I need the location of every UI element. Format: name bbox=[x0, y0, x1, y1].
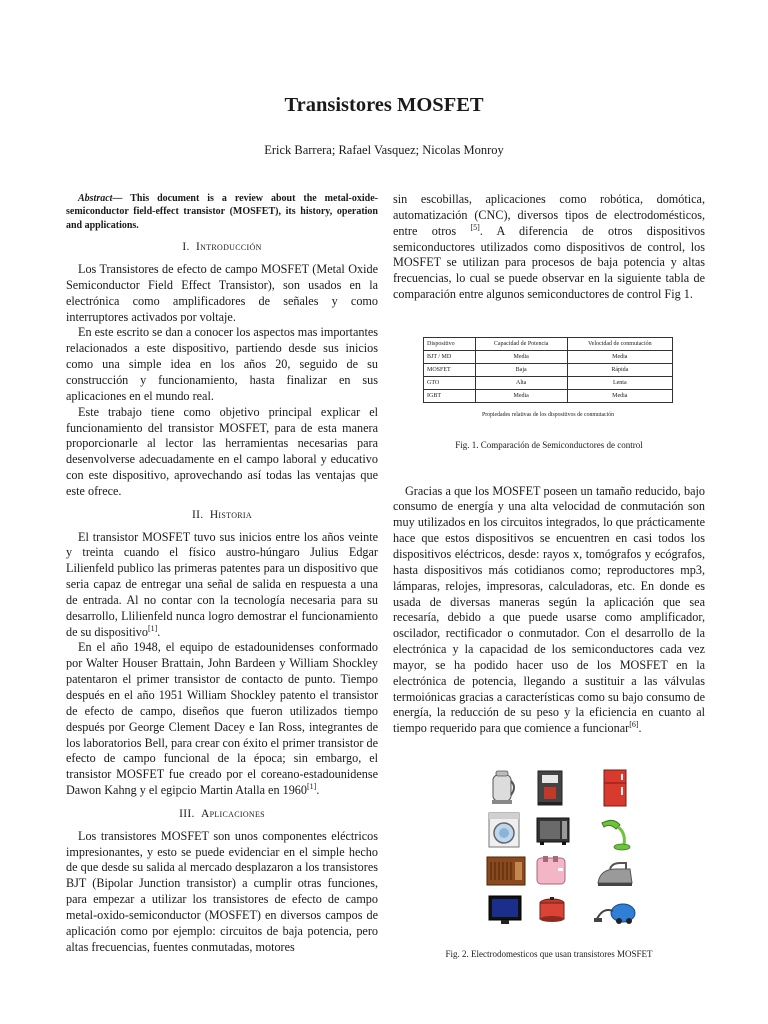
paragraph-historia-1 bbox=[66, 530, 378, 641]
table-cell: Alta bbox=[475, 376, 567, 389]
paragraph-text: El transistor MOSFET tuvo sus inicios entre los años veinte y treinta cuando el físico austro-húngaro Julius Edgar Lilienfeld publico las primeras patentes para un dispositivo que seria capaz de entregar una señal de salida en respuesta a una de entrada. Al no contar con la tecnología necesaria para su desarrollo, Llilienfeld nunca logro demostrar el funcionamiento de su dispositivo bbox=[66, 529, 378, 639]
paragraph-aplicaciones-1: Los transistores MOSFET son unos componentes eléctricos impresionantes, y esto se puede evidenciar en el simple hecho de que desde su salida al mercado desplazaron a los transistores BJT (Bipolar Junction transistor) a cumplir otras funciones, para empezar a utilizar los transistores de efecto de campo metal-oxido-semiconductor (MOSFET) en diversos campos de aplicación como por ejemplo: circuitos de baja potencia, pero altas frecuencias, fuentes conmutadas, motores bbox=[66, 828, 378, 954]
washing-machine-icon bbox=[488, 812, 520, 848]
table-header: Dispositivo bbox=[424, 337, 476, 350]
iron-icon bbox=[596, 861, 634, 887]
citation: [5] bbox=[470, 222, 480, 232]
figure-2-caption: Fig. 2. Electrodomesticos que usan transistores MOSFET bbox=[445, 949, 653, 960]
cooking-pot-icon bbox=[536, 893, 568, 925]
abstract-label: Abstract— bbox=[78, 193, 123, 204]
section-heading-historia bbox=[66, 508, 378, 524]
paragraph-end: . bbox=[157, 624, 161, 639]
paragraph-aplicaciones-2 bbox=[393, 484, 705, 738]
table-cell: Media bbox=[475, 389, 567, 402]
paragraph-text: Gracias a que los MOSFET poseen un tamaño reducido, bajo consumo de energía y una alta velocidad de conmutación son muy utilizados en los circuitos integrados, lo que prácticamente hace que estos dispositivos se encuentren en casi todos los dispositivos eléctricos, desde: rayos x, tomógrafos y ecógrafos, hasta dispositivos más cotidianos como; reproductores mp3, lámparas, relojes, impresoras, calculadoras, etc. En donde es usada de diversas maneras según la aplicación que sea recesaría, debido a que puede usarse como amplificador, oscilador, rectificador o conmutador. Con el desarrollo de la electrónica y la capacidad de los semiconductores cada vez mayor, se ha podido hacer uso de los MOSFET en la electrónica de potencia, llegando a sustituir a las válvulas termoiónicas gracias a características como su bajo consumo de energía, la reducción de su peso y la eficiencia en cuanto al tiempo requerido para que comience a funcionar bbox=[393, 483, 705, 736]
table-cell: IGBT bbox=[424, 389, 476, 402]
table-cell: Media bbox=[567, 389, 672, 402]
paragraph-intro-2: En este escrito se dan a conocer los aspectos mas importantes relacionados a este dispositivo, partiendo desde sus inicios como una simple idea en los años 20, seguido de su construcción y funcionamiento, hasta finalizar en sus aplicaciones en el mundo real. bbox=[66, 325, 378, 403]
table-cell: Lenta bbox=[567, 376, 672, 389]
abstract bbox=[66, 192, 378, 232]
paragraph-text: En el año 1948, el equipo de estadounidenses conformado por Walter Houser Brattain, John Bardeen y William Shockley patentaron el primer transistor de contacto de punto. Tiempo después en el año 1951 William Shockley patento el transistor de efecto de campo, diseños que fueron utilizados tiempo después por George Clement Dacey e Ian Ross, integrantes de los laboratorios Bell, para crear con éxito el primer transistor de efecto de campo funcional de la época; sin embargo, el transistor MOSFET fue creado por el coreano-estadounidense Dawon Kahng y el egipcio Martin Atalla en 1960 bbox=[66, 640, 378, 798]
section-heading-aplicaciones bbox=[66, 807, 378, 823]
right-column bbox=[393, 192, 705, 963]
section-number: III. bbox=[179, 807, 195, 820]
citation: [6] bbox=[629, 720, 639, 730]
table-cell: Baja bbox=[475, 363, 567, 376]
left-column bbox=[66, 192, 378, 956]
paragraph-aplicaciones-1-continued bbox=[393, 192, 705, 303]
television-icon bbox=[488, 895, 522, 925]
section-title: Historia bbox=[209, 508, 252, 521]
table-cell: Media bbox=[475, 350, 567, 363]
vacuum-cleaner-icon bbox=[593, 897, 637, 925]
table-cell: Media bbox=[567, 350, 672, 363]
section-number: I. bbox=[182, 241, 190, 254]
paragraph-end: . bbox=[638, 721, 642, 736]
comparison-table bbox=[423, 337, 673, 403]
table-header: Velocidad de conmutación bbox=[567, 337, 672, 350]
table-header: Capacidad de Potencia bbox=[475, 337, 567, 350]
paragraph-text: sin escobillas, aplicaciones como robótica, domótica, automatización (CNC), diversos tipos de electrodomésticos, entre otros bbox=[393, 192, 705, 238]
abstract-text: This document is a review about the metal-oxide-semiconductor field-effect transistor (MOSFET), its history, operation and applications. bbox=[66, 193, 378, 231]
paper-authors: Erick Barrera; Rafael Vasquez; Nicolas Monroy bbox=[264, 143, 504, 157]
section-heading-introduccion bbox=[66, 240, 378, 256]
paragraph-text: . A diferencia de otros dispositivos semiconductores utilizados como dispositivos de control, los MOSFET se utilizan para procesos de baja potencia y altas frecuencias, lo cual se puede observar en la siguiente tabla de comparación entre algunos semiconductores de control Fig 1. bbox=[393, 223, 706, 302]
kettle-icon bbox=[488, 769, 518, 805]
table-row bbox=[424, 376, 673, 389]
desk-lamp-icon bbox=[598, 817, 632, 851]
paragraph-historia-2 bbox=[66, 640, 378, 798]
radio-icon bbox=[486, 856, 526, 886]
citation: [1] bbox=[306, 782, 317, 791]
toaster-icon bbox=[536, 854, 566, 886]
table-caption: Propiedades relativas de los dispositivos de conmutación bbox=[481, 411, 614, 418]
appliances-figure bbox=[393, 769, 705, 929]
table-header-row bbox=[424, 337, 673, 350]
paragraph-end: . bbox=[316, 783, 320, 798]
table-cell: Rápida bbox=[567, 363, 672, 376]
table-cell: GTO bbox=[424, 376, 476, 389]
table-cell: BJT / MD bbox=[424, 350, 476, 363]
table-cell: MOSFET bbox=[424, 363, 476, 376]
section-title: Aplicaciones bbox=[201, 807, 265, 820]
section-number: II. bbox=[192, 508, 204, 521]
comparison-table-wrapper bbox=[423, 337, 673, 424]
paragraph-intro-1: Los Transistores de efecto de campo MOSFET (Metal Oxide Semiconductor Field Effect Transistor), son usados en la electrónica como amplificadores de señales y como interruptores activados por voltaje. bbox=[66, 262, 378, 324]
coffee-maker-icon bbox=[536, 769, 564, 807]
table-row bbox=[424, 363, 673, 376]
table-row bbox=[424, 350, 673, 363]
fridge-icon bbox=[603, 769, 627, 807]
microwave-icon bbox=[536, 817, 570, 845]
paragraph-intro-3: Este trabajo tiene como objetivo principal explicar el funcionamiento del transistor MOSFET, para de esta manera proporcionarle al lector las herramientas necesarias para desenvolverse adecuadamente en el campo laboral y educativo con este dispositivo, aprovechando así todas las ventajas que este ofrece. bbox=[66, 404, 378, 498]
paper-title: Transistores MOSFET bbox=[284, 94, 484, 116]
figure-1-caption: Fig. 1. Comparación de Semiconductores de control bbox=[455, 439, 643, 450]
citation: [1] bbox=[147, 623, 158, 633]
section-title: Introducción bbox=[196, 241, 262, 254]
table-row bbox=[424, 389, 673, 402]
